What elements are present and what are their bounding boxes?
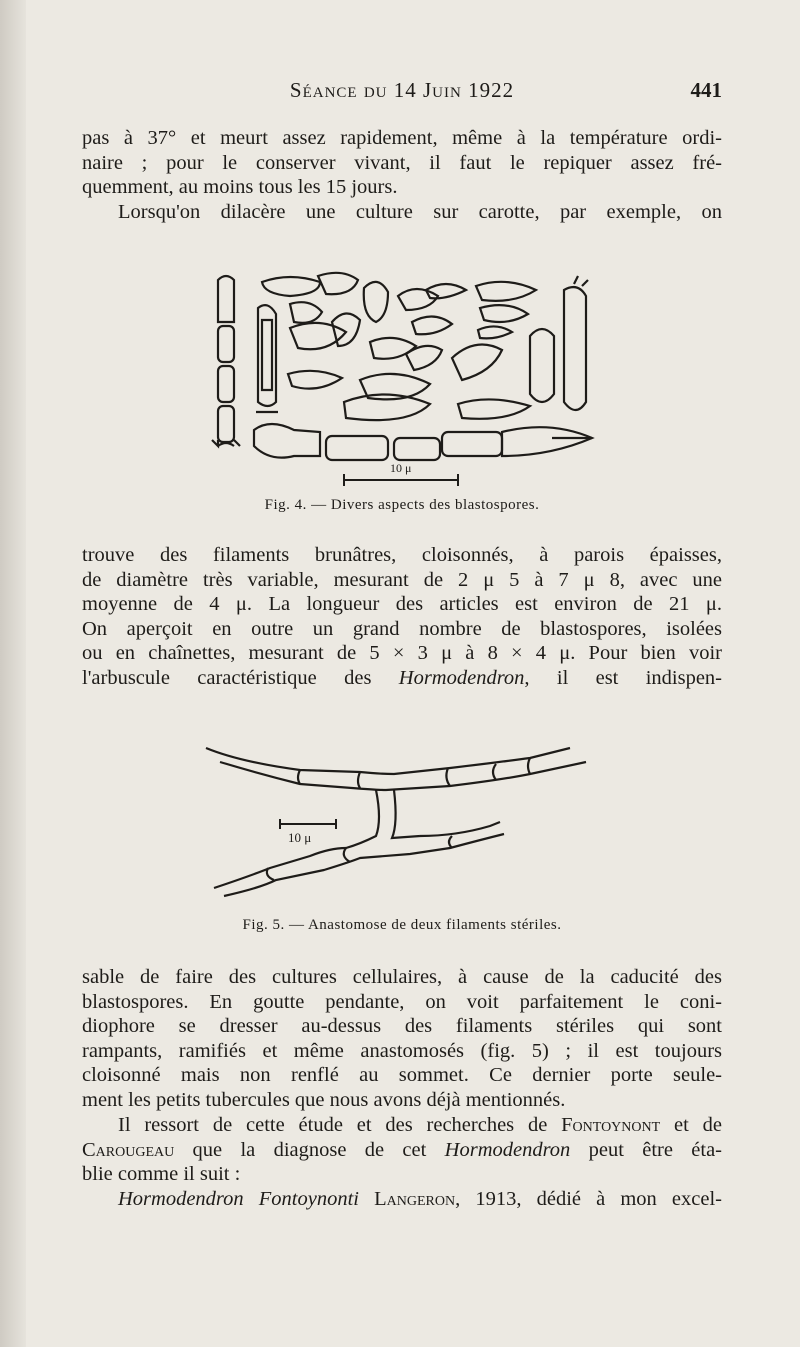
text-line (82, 1113, 722, 1138)
blastospore (530, 329, 554, 402)
text-line: diophore se dresser au-dessus des filaments stériles qui sont (82, 1015, 722, 1038)
text-run: l'arbuscule caractéristique des (82, 666, 399, 689)
author-name: Fontoynont (561, 1114, 661, 1136)
text-run: peut être éta- (570, 1138, 723, 1161)
blastospore (262, 277, 320, 296)
text-line: ou en chaînettes, mesurant de 5 × 3 μ à 8 × 4 μ. Pour bien voir (82, 642, 722, 665)
blastospore (480, 305, 528, 322)
blastospore (574, 276, 588, 286)
author-name: Carougeau (82, 1138, 175, 1161)
text-line: rampants, ramifiés et même anastomosés (fig. 5) ; il est toujours (82, 1039, 722, 1062)
blastospore-chain-left-2 (256, 305, 278, 412)
paragraph-1 (82, 126, 722, 224)
blastospore (288, 371, 342, 389)
text-line: On aperçoit en outre un grand nombre de blastospores, isolées (82, 617, 722, 640)
blastospore (318, 273, 358, 294)
blastospore (364, 282, 388, 322)
blastospore-chain-left (212, 276, 240, 446)
text-run: Il ressort de cette étude et des recherches de (118, 1114, 562, 1136)
blastospore (476, 282, 536, 301)
header-title: Séance du 14 Juin 1922 (289, 78, 515, 102)
page-edge-shadow (0, 0, 26, 1347)
blastospore (412, 316, 452, 334)
text-line: blie comme il suit : (82, 1163, 241, 1186)
scale-bar (280, 819, 336, 829)
text-run: et de (660, 1114, 722, 1136)
blastospore-chain-bottom (254, 424, 592, 460)
text-line: cloisonné mais non renflé au sommet. Ce dernier porte seule- (82, 1064, 722, 1087)
page-number: 441 (690, 78, 722, 102)
genus-name: Hormodendron (444, 1138, 571, 1161)
text-run: que la diagnose de cet (174, 1138, 445, 1161)
paragraph-4 (82, 1113, 722, 1211)
scale-bar (344, 474, 458, 486)
text-line: naire ; pour le conserver vivant, il faut le repiquer assez fré- (82, 151, 722, 174)
genus-name: Hormodendron (398, 666, 525, 689)
text-run: , il est indispen- (524, 666, 722, 689)
figure-4-caption: Fig. 4. — Divers aspects des blastospores. (264, 497, 540, 513)
text-line: quemment, au moins tous les 15 jours. (82, 176, 398, 199)
text-line: ment les petits tubercules que nous avons déjà mentionnés. (82, 1088, 566, 1111)
paragraph-2 (82, 543, 722, 691)
blastospore (406, 346, 442, 370)
author-name: Langeron (359, 1187, 456, 1210)
filament-upper (206, 748, 586, 790)
blastospore (398, 289, 438, 310)
text-line: pas à 37° et meurt assez rapidement, même à la température ordi- (82, 127, 722, 149)
running-header (82, 78, 722, 112)
blastospore (426, 284, 466, 298)
text-line (82, 1138, 722, 1163)
blastospore (478, 326, 512, 338)
paragraph-3 (82, 965, 722, 1113)
species-name: Hormodendron Fontoynonti (118, 1187, 359, 1210)
blastospore (332, 313, 360, 346)
text-line: sable de faire des cultures cellulaires, à cause de la caducité des (82, 966, 722, 988)
filament-anastomosis (346, 790, 420, 848)
blastospore (564, 287, 586, 410)
blastospore (370, 338, 416, 359)
figure-4-blastospores (190, 262, 610, 490)
text-line (82, 1187, 722, 1212)
scale-label: 10 μ (288, 830, 312, 845)
blastospore (452, 345, 502, 380)
figure-5-caption: Fig. 5. — Anastomose de deux filaments stériles. (242, 917, 562, 933)
text-line: de diamètre très variable, mesurant de 2 μ 5 à 7 μ 8, avec une (82, 568, 722, 591)
text-line: trouve des filaments brunâtres, cloisonnés, à parois épaisses, (82, 544, 722, 566)
scale-label: 10 μ (390, 461, 412, 475)
text-line: moyenne de 4 μ. La longueur des articles est environ de 21 μ. (82, 593, 722, 616)
text-line: blastospores. En goutte pendante, on voit parfaitement le coni- (82, 990, 722, 1013)
text-run: , 1913, dédié à mon excel- (455, 1187, 722, 1210)
blastospore (458, 399, 530, 418)
text-line (82, 666, 722, 691)
filament-lower (214, 822, 504, 896)
figure-5-anastomose (200, 740, 600, 900)
blastospore (290, 302, 322, 323)
text-line: Lorsqu'on dilacère une culture sur carotte, par exemple, on (118, 200, 722, 223)
